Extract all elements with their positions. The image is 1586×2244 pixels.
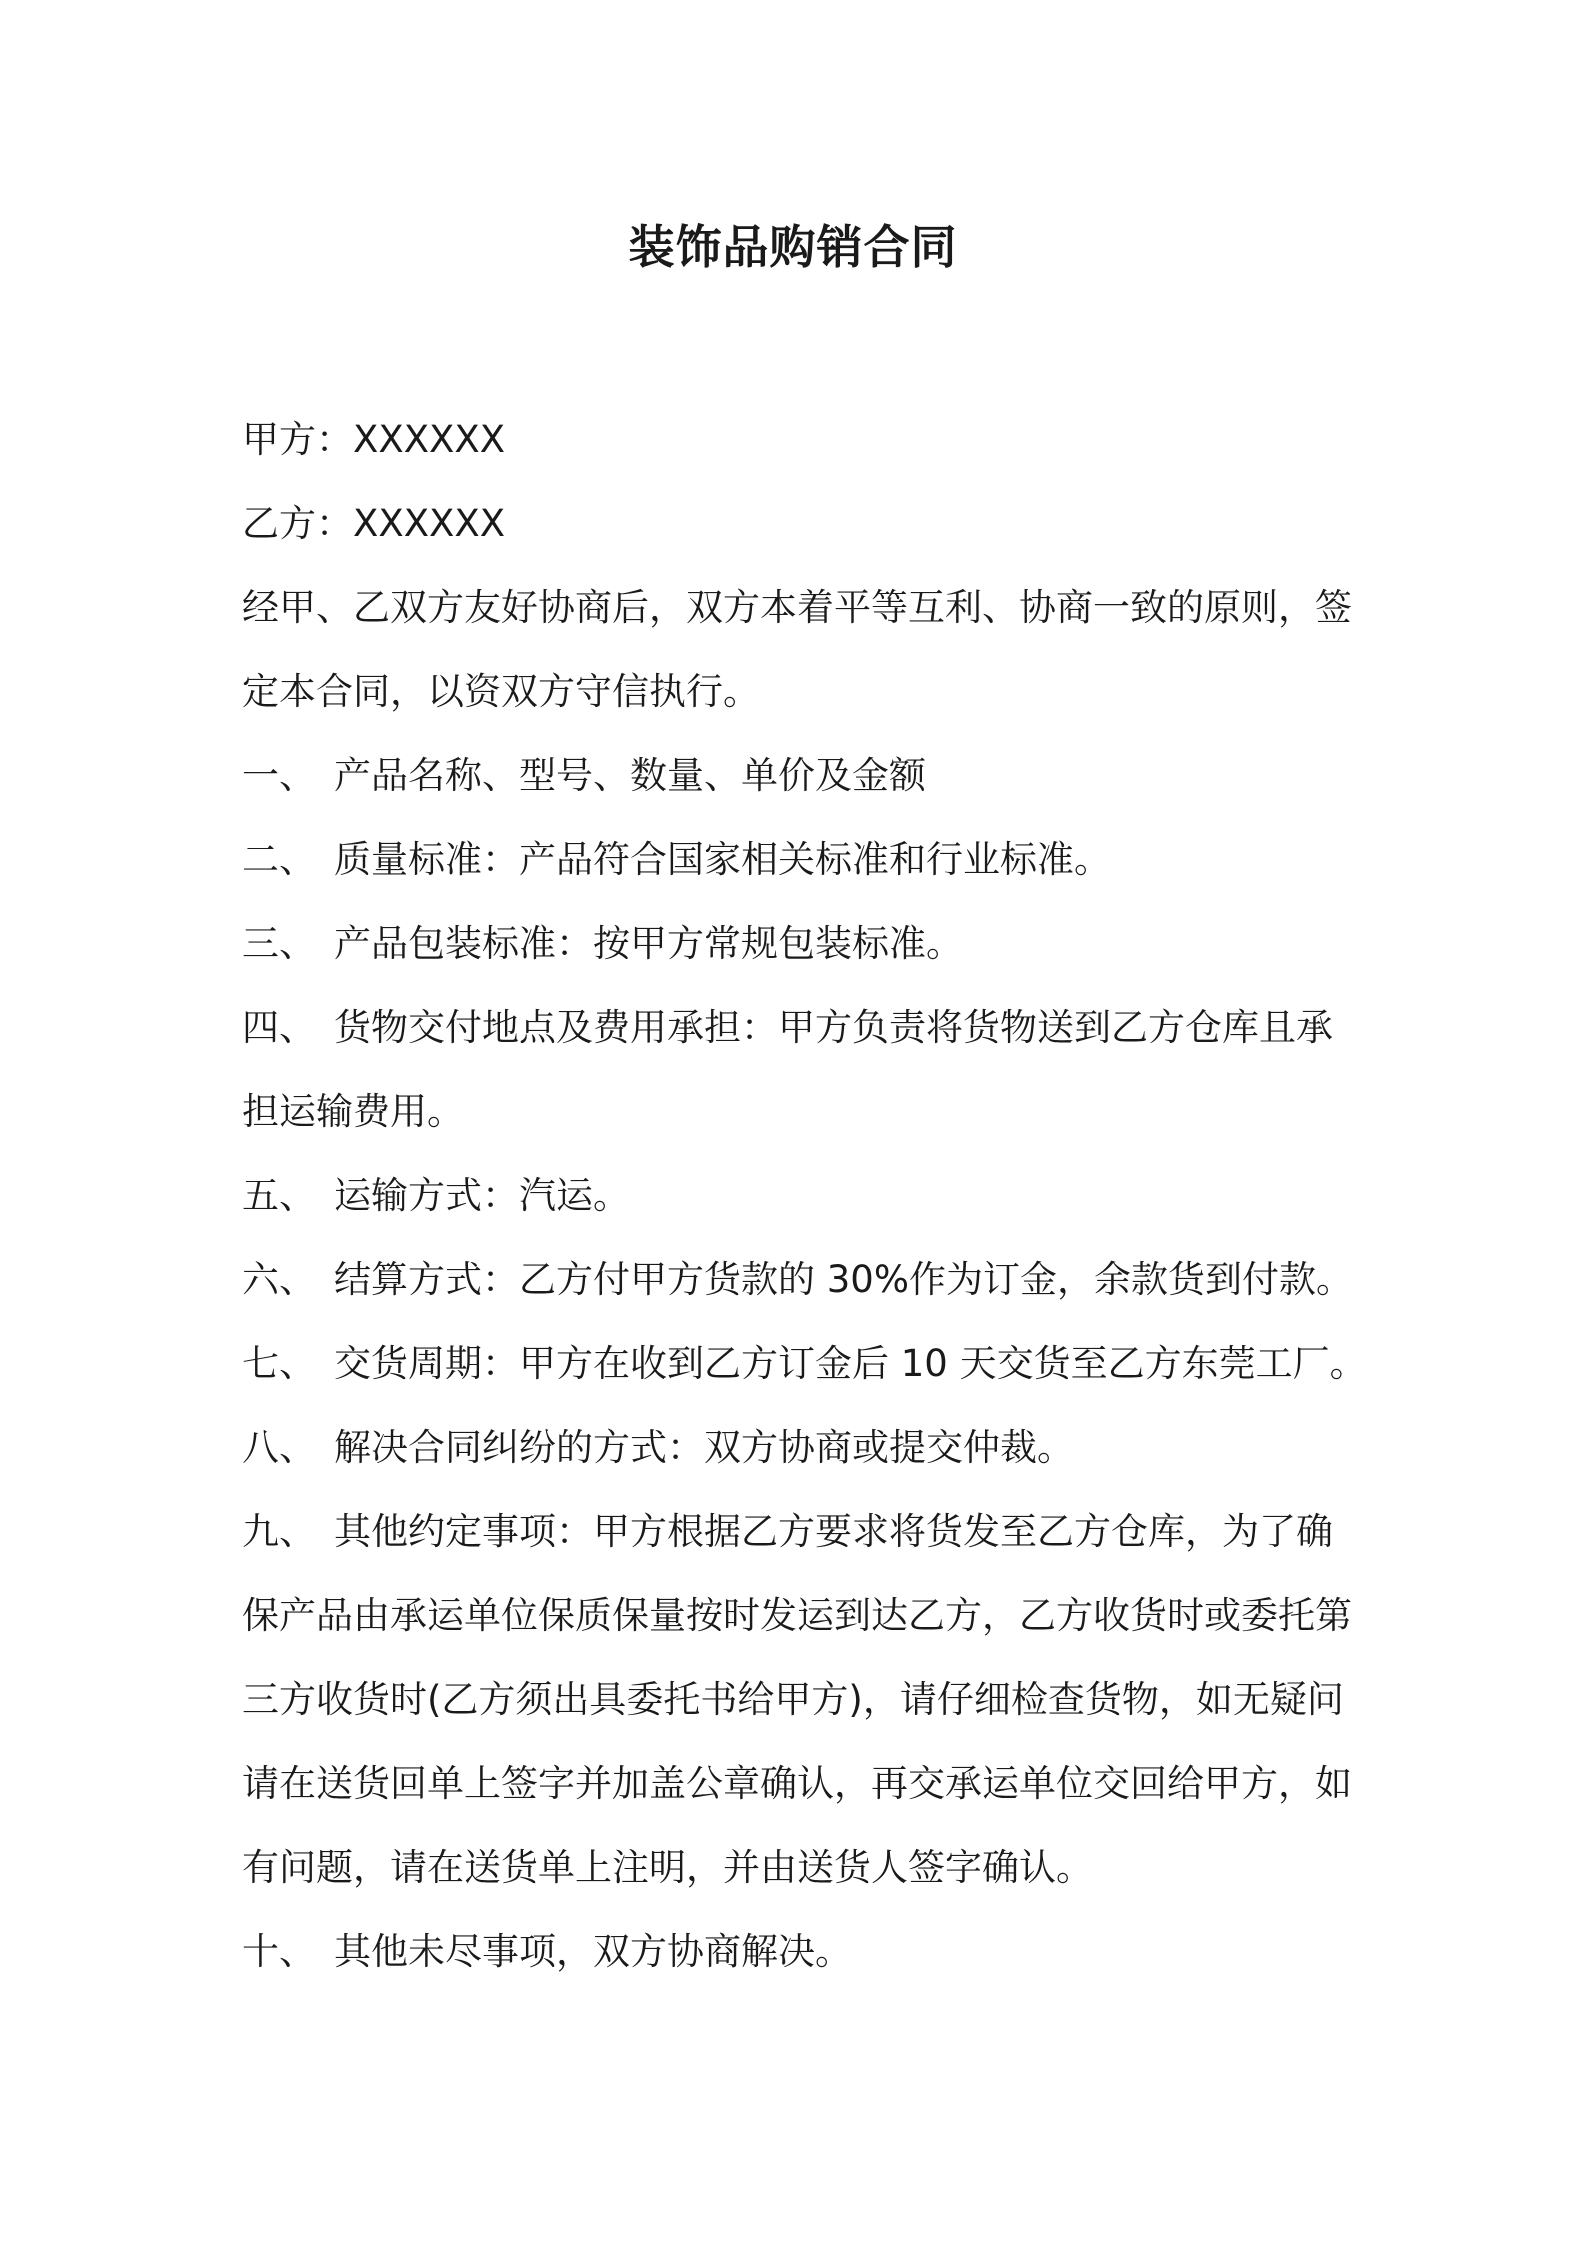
clause-2 xyxy=(242,818,1352,902)
clause-continuation: 有问题，请在送货单上注明，并由送货人签字确认。 xyxy=(242,1846,1093,1889)
clause-text: 解决合同纠纷的方式：双方协商或提交仲裁。 xyxy=(334,1426,1074,1469)
clause-text: 其他未尽事项，双方协商解决。 xyxy=(334,1930,852,1973)
clause-text: 其他约定事项：甲方根据乙方要求将货发至乙方仓库，为了确 xyxy=(334,1510,1333,1553)
party-a-line: 甲方：XXXXXX xyxy=(242,418,506,461)
clause-number: 三、 xyxy=(242,922,316,965)
clause-number: 一、 xyxy=(242,754,316,797)
page-title: 装饰品购销合同 xyxy=(628,220,958,274)
intro-line: 定本合同，以资双方守信执行。 xyxy=(242,670,760,713)
clause-3 xyxy=(242,902,1352,986)
clause-text: 质量标准：产品符合国家相关标准和行业标准。 xyxy=(334,838,1111,881)
intro-line: 经甲、乙双方友好协商后，双方本着平等互利、协商一致的原则，签 xyxy=(242,586,1352,629)
clause-text: 产品包装标准：按甲方常规包装标准。 xyxy=(334,922,963,965)
clause-8 xyxy=(242,1406,1352,1490)
clause-6 xyxy=(242,1238,1352,1322)
clause-10 xyxy=(242,1910,1352,1994)
clause-7 xyxy=(242,1322,1367,1406)
clause-5 xyxy=(242,1154,1352,1238)
clause-number: 九、 xyxy=(242,1510,316,1553)
clause-text: 货物交付地点及费用承担：甲方负责将货物送到乙方仓库且承 xyxy=(334,1006,1333,1049)
clause-number: 五、 xyxy=(242,1174,316,1217)
clause-number: 七、 xyxy=(242,1342,316,1385)
clause-text: 结算方式：乙方付甲方货款的 30%作为订金，余款货到付款。 xyxy=(334,1258,1353,1301)
clause-continuation: 保产品由承运单位保质保量按时发运到达乙方，乙方收货时或委托第 xyxy=(242,1594,1352,1637)
clause-text: 产品名称、型号、数量、单价及金额 xyxy=(334,754,926,797)
clause-1 xyxy=(242,734,1352,818)
clause-number: 十、 xyxy=(242,1930,316,1973)
contract-body xyxy=(242,398,1367,1994)
clause-4 xyxy=(242,986,1352,1070)
clause-continuation: 三方收货时(乙方须出具委托书给甲方)，请仔细检查货物，如无疑问 xyxy=(242,1678,1344,1721)
clause-number: 四、 xyxy=(242,1006,316,1049)
clause-number: 六、 xyxy=(242,1258,316,1301)
clause-continuation: 担运输费用。 xyxy=(242,1090,464,1133)
clause-text: 交货周期：甲方在收到乙方订金后 10 天交货至乙方东莞工厂。 xyxy=(334,1342,1367,1385)
party-b-line: 乙方：XXXXXX xyxy=(242,502,506,545)
clause-number: 八、 xyxy=(242,1426,316,1469)
clause-continuation: 请在送货回单上签字并加盖公章确认，再交承运单位交回给甲方，如 xyxy=(242,1762,1352,1805)
clause-text: 运输方式：汽运。 xyxy=(334,1174,630,1217)
clause-9 xyxy=(242,1490,1352,1574)
clause-number: 二、 xyxy=(242,838,316,881)
